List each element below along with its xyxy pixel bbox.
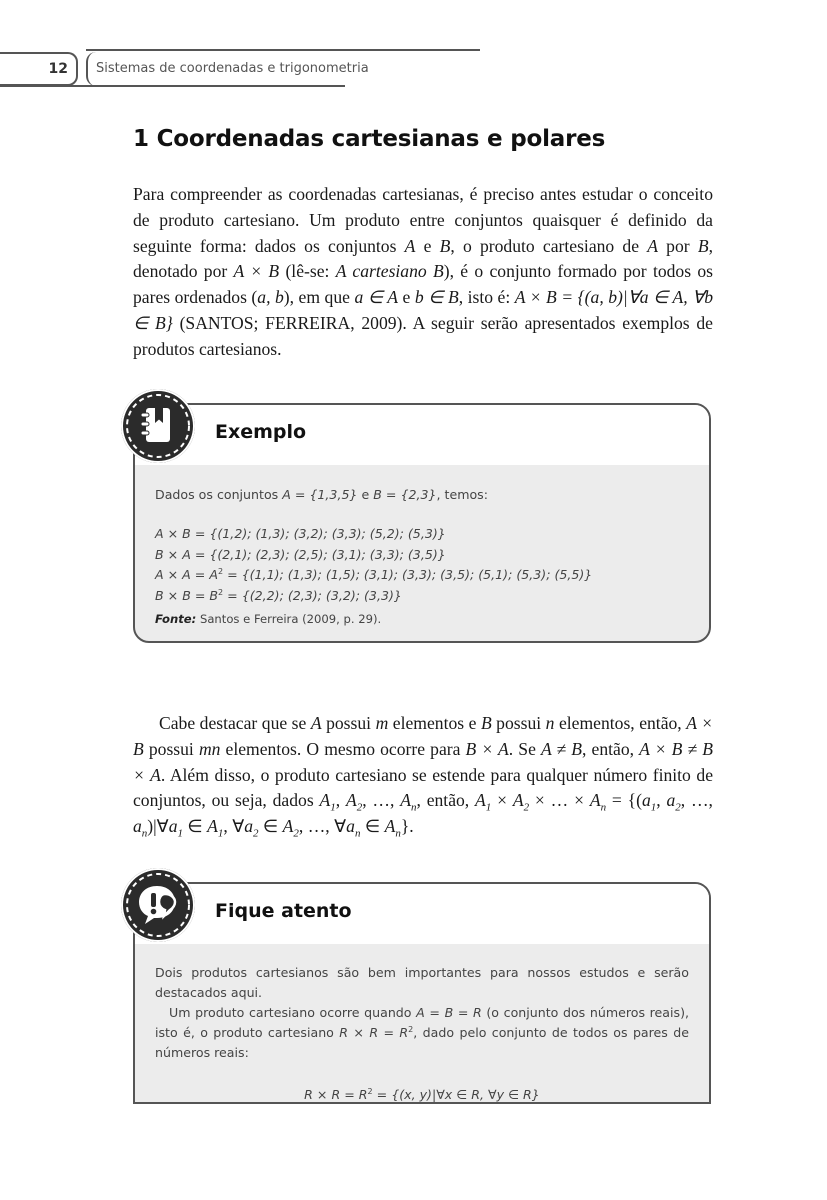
attention-formula: $R \times R = R^2 = \{(x$, y)|∀x ∈ R, ∀y ∈ R}: [304, 1086, 540, 1102]
attention-paragraph-2: Um produto cartesiano ocorre quando A = B = R (o conjunto dos números reais), isto é, o produto cartesiano $R \times R = R^2$, dado pelo conjunto de todos os pares de números reais:: [155, 1005, 689, 1060]
example-source: Fonte: Santos e Ferreira (2009, p. 29).: [155, 612, 382, 627]
attention-box-body: [155, 963, 689, 1105]
equation-b-times-a: B × A = {(2,1); (2,3); (2,5); (3,1); (3,3); (3,5)}: [155, 546, 446, 562]
alert-speech-bubble-icon: [121, 868, 195, 942]
attention-box-header: [135, 884, 709, 944]
equation-a-times-a: $A \times A = A^2 = \{(1,1)$; (1,3); (1,5); (3,1); (3,3); (3,5); (5,1); (5,3); (5,5)}: [155, 567, 593, 583]
page-number-tab: [0, 52, 78, 86]
intro-paragraph: Para compreender as coordenadas cartesianas, é preciso antes estudar o conceito de produto cartesiano. Um produto entre conjuntos quaisquer é definido da seguinte forma: dados os conjuntos A e B, o produto cartesiano de A por B, denotado por A × B (lê-se: A cartesiano B), é o conjunto formado por todos os pares ordenados (a, b), em que a ∈ A e b ∈ B, isto é: A × B = {(a, b)|∀a ∈ A, ∀b ∈ B} (SANTOS; FERREIRA, 2009). A seguir serão apresentados exemplos de produtos cartesianos.: [133, 184, 714, 359]
attention-paragraph-1: Dois produtos cartesianos são bem importantes para nossos estudos e serão destacados aqui.: [155, 965, 689, 1000]
example-intro: Dados os conjuntos A = {1,3,5} e B = {2,3}, temos:: [155, 487, 488, 502]
equation-a-times-b: A × B = {(1,2); (1,3); (3,2); (3,3); (5,2); (5,3)}: [155, 526, 446, 541]
example-box-body: [155, 485, 689, 629]
example-box-title: Exemplo: [215, 421, 307, 443]
bookmark-book-icon: [121, 389, 195, 463]
second-paragraph: Cabe destacar que se A possui m elementos e B possui n elementos, então, A × B possui mn elementos. O mesmo ocorre para B × A. Se A ≠ B, então, A × B ≠ B × A. Além disso, o produto cartesiano se estende para qualquer número finito de conjuntos, ou seja, dados $A_1$, $A_2$, …, $A_n$, então, $A_1 \times A_2$ × … × $A_n = \{(a_1$, $a_2$, …, $a_n)|\forall a_1$ ∈ $A_1$, $\forall a_2$ ∈ $A_2$, …, $\forall a_n$ ∈ $A_n$}.: [133, 713, 714, 840]
example-box: [133, 403, 711, 643]
attention-box-title: Fique atento: [215, 900, 352, 922]
equation-b-times-b: $B \times B = B^2 = \{(2,2)$; (2,3); (3,2); (3,3)}: [155, 587, 402, 603]
header-rule-top: [86, 49, 480, 51]
page-number: 12: [48, 61, 68, 77]
example-box-header: [135, 405, 709, 465]
section-title: 1 Coordenadas cartesianas e polares: [133, 126, 606, 152]
attention-box: [133, 882, 711, 1104]
running-title: Sistemas de coordenadas e trigonometria: [86, 52, 386, 86]
